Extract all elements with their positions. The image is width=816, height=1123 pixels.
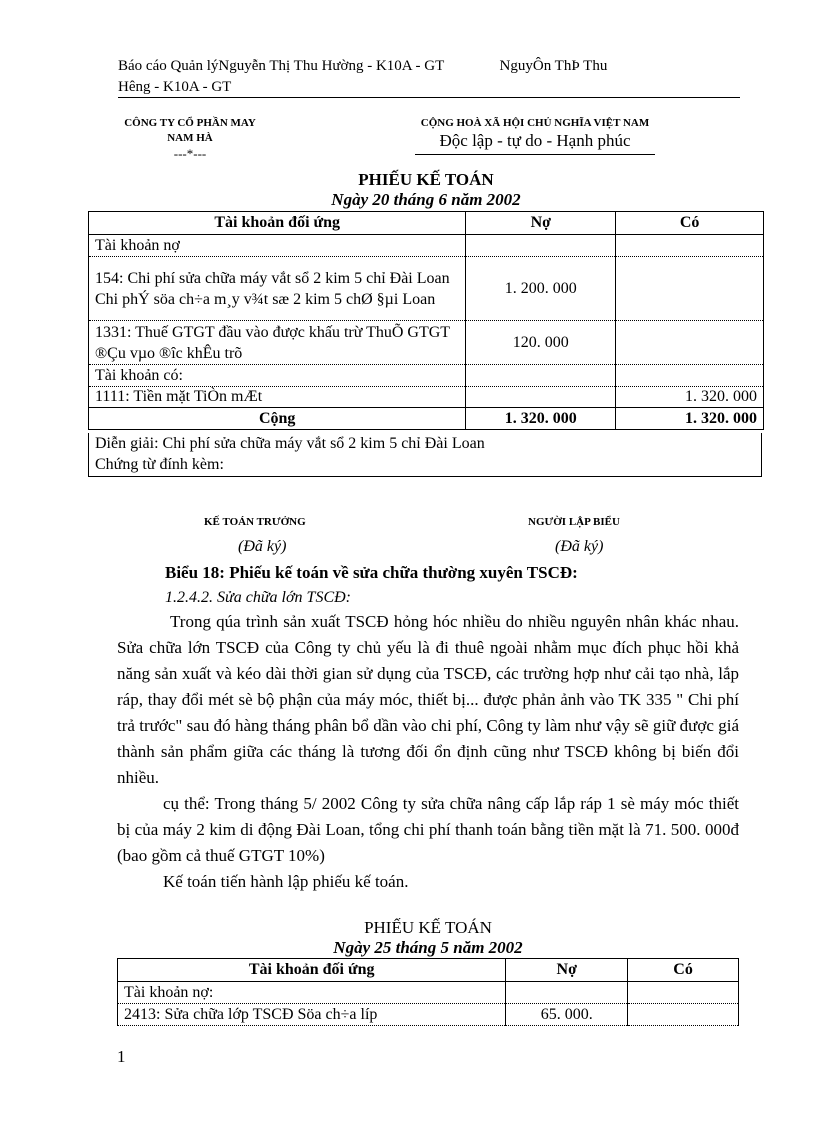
account-cell: Tài khoản nợ: (118, 982, 506, 1004)
credit-cell (616, 321, 764, 365)
header-divider (118, 97, 740, 98)
debit-cell (466, 387, 616, 408)
total-credit: 1. 320. 000 (616, 408, 764, 430)
credit-cell (616, 365, 764, 387)
company-separator: ---*--- (173, 146, 207, 161)
account-cell: Tài khoản nợ (89, 235, 466, 257)
debit-cell (466, 235, 616, 257)
republic-title: CỘNG HOÀ XÃ HỘI CHỦ NGHĨA VIỆT NAM (420, 117, 650, 129)
company-name-line2: NAM HÀ (167, 132, 213, 144)
voucher1-date: Ngày 20 tháng 6 năm 2002 (331, 190, 521, 209)
account-cell: 1111: Tiền mặt TiÒn mÆt (89, 387, 466, 408)
table-row (118, 1004, 739, 1026)
figure-caption: Biểu 18: Phiếu kế toán về sửa chữa thường xuyên TSCĐ: (165, 563, 578, 582)
paragraph-1: Trong qúa trình sản xuất TSCĐ hỏng hóc nhiều do nhiều nguyên nhân khác nhau. Sửa chữa lớn TSCĐ của Công ty chủ yếu là đi thuê ngoài nhằm mục đích phục hồi khả năng sản xuất và kéo dài thời gian sử dụng của TSCĐ, các trường hợp như cải tạo nhà, lắp ráp, thay đổi mét sè bộ phận của máy móc, thiết bị... được phản ảnh vào TK 335 " Chi phí trả trước" sau đó hàng tháng phân bổ dần vào chi phí, Công ty làm như vậy sẽ giữ được giá thành sản phẩm giữa các tháng là tương đối ổn định cũng như TSCĐ không bị biến đổi nhiều. (117, 612, 739, 787)
debit-cell: 120. 000 (466, 321, 616, 365)
republic-motto: Độc lập - tự do - Hạnh phúc (439, 131, 631, 150)
account-cell: 1331: Thuế GTGT đầu vào được khấu trừ ThuÕ GTGT ®Çu vµo ®îc khÊu trõ (89, 321, 466, 365)
chief-accountant-signed: (Đã ký) (238, 538, 287, 555)
table-row (89, 235, 764, 257)
voucher1-total-row (89, 408, 764, 430)
debit-cell: 65. 000. (506, 1004, 628, 1026)
debit-cell (466, 365, 616, 387)
paragraph-2: cụ thể: Trong tháng 5/ 2002 Công ty sửa chữa nâng cấp lắp ráp 1 sè máy móc thiết bị của máy 2 kim di động Đài Loan, tổng chi phí thanh toán bằng tiền mặt là 71. 500. 000đ (bao gồm cả thuế GTGT 10%) (117, 794, 739, 865)
motto-underline (415, 154, 655, 155)
total-debit: 1. 320. 000 (466, 408, 616, 430)
table-row (118, 982, 739, 1004)
preparer-signed: (Đã ký) (555, 538, 604, 555)
account-cell: 2413: Sửa chữa lớp TSCĐ Söa ch÷a líp (118, 1004, 506, 1026)
table-row (89, 365, 764, 387)
header-line-2: Hêng - K10A - GT (118, 79, 232, 95)
debit-cell: 1. 200. 000 (466, 257, 616, 321)
account-cell: 154: Chi phí sửa chữa máy vắt sổ 2 kim 5 chỉ Đài Loan Chi phÝ söa ch÷a m¸y v¾t sæ 2 kim 5 chØ §µi Loan (89, 257, 466, 321)
company-name-line1: CÔNG TY CỔ PHẦN MAY (124, 117, 256, 129)
credit-cell (616, 257, 764, 321)
table-row (89, 321, 764, 365)
voucher2-table (117, 958, 739, 1026)
preparer-title: NGƯỜI LẬP BIỂU (528, 516, 620, 528)
col-account-header: Tài khoản đối ứng (118, 959, 506, 982)
col-debit-header: Nợ (466, 212, 616, 235)
republic-block (390, 116, 680, 155)
voucher1-notes (88, 433, 762, 477)
chief-accountant-title: KẾ TOÁN TRƯỞNG (204, 516, 306, 528)
col-account-header: Tài khoản đối ứng (89, 212, 466, 235)
voucher1-title: PHIẾU KẾ TOÁN (358, 170, 494, 189)
debit-cell (506, 982, 628, 1004)
voucher2-header-row (118, 959, 739, 982)
col-credit-header: Có (616, 212, 764, 235)
credit-cell (628, 982, 739, 1004)
voucher2-date: Ngày 25 tháng 5 năm 2002 (333, 938, 523, 957)
attachments-text: Chứng từ đính kèm: (95, 456, 224, 473)
voucher1-table (88, 211, 764, 430)
credit-cell (616, 235, 764, 257)
col-debit-header: Nợ (506, 959, 628, 982)
page-number: 1 (117, 1047, 126, 1066)
header-line-1 (118, 56, 740, 77)
voucher1-header-row (89, 212, 764, 235)
table-row (89, 387, 764, 408)
total-label: Cộng (89, 408, 466, 430)
account-cell: Tài khoản có: (89, 365, 466, 387)
company-block (95, 116, 285, 161)
section-heading: 1.2.4.2. Sửa chữa lớn TSCĐ: (165, 589, 351, 606)
col-credit-header: Có (628, 959, 739, 982)
voucher2-title: PHIẾU KẾ TOÁN (364, 918, 492, 937)
header-left-text: Báo cáo Quản lýNguyễn Thị Thu Hường - K10A - GT (118, 58, 445, 74)
running-header (118, 56, 740, 98)
paragraph-3: Kế toán tiến hành lập phiếu kế toán. (163, 872, 409, 891)
credit-cell (628, 1004, 739, 1026)
header-right-text: NguyÔn ThÞ Thu (499, 58, 608, 74)
credit-cell: 1. 320. 000 (616, 387, 764, 408)
explanation-text: Diễn giải: Chi phí sửa chữa máy vắt sổ 2 kim 5 chỉ Đài Loan (95, 435, 485, 452)
table-row (89, 257, 764, 321)
